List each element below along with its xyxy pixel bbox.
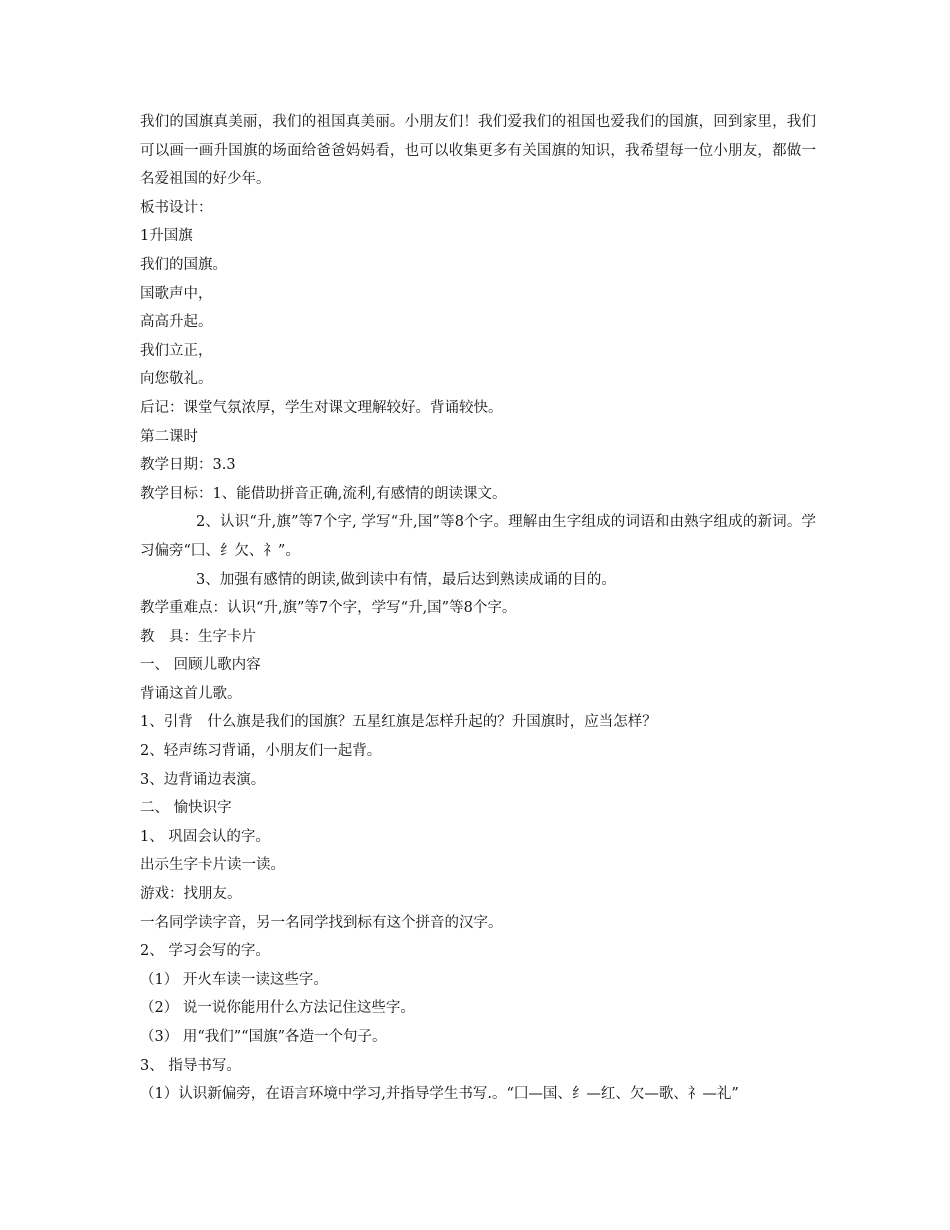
section-2-line: （3） 用“我们”“国旗”各造一个句子。	[140, 1029, 387, 1045]
section-2-line: 游戏：找朋友。	[140, 886, 242, 903]
section-1-heading: 一、 回顾儿歌内容	[140, 657, 261, 674]
board-line: 我们的国旗。	[140, 256, 227, 273]
board-line: 国歌声中，	[140, 285, 213, 302]
section-2-heading: 二、 愉快识字	[140, 800, 232, 817]
section-1-line: 2、轻声练习背诵，小朋友们一起背。	[140, 743, 382, 760]
section-2-line: 3、 指导书写。	[140, 1057, 241, 1074]
section-1-line: 背诵这首儿歌。	[140, 685, 242, 702]
intro-paragraph: 我们的国旗真美丽，我们的祖国真美丽。小朋友们！我们爱我们的祖国也爱我们的国旗，回到家里，我们可以画一画升国旗的场面给爸爸妈妈看，也可以收集更多有关国旗的知识，我希望每一位小朋友，都做一名爱祖国的好少年。	[140, 114, 816, 188]
board-design-heading: 板书设计：	[140, 199, 213, 216]
lesson-two-heading: 第二课时	[140, 428, 198, 445]
teaching-aids: 教 具：生字卡片	[140, 628, 256, 645]
key-points: 教学重难点：认识“升,旗”等7个字，学写“升,国”等8个字。	[140, 600, 517, 617]
section-2-line: 1、 巩固会认的字。	[140, 828, 270, 845]
section-2-line: 2、 学习会写的字。	[140, 943, 270, 960]
teaching-goal-2: 2、认识“升,旗”等7个字, 学写“升,国”等8个字。理解由生字组成的词语和由熟字组成的新词。学习偏旁“囗、纟欠、礻”。	[140, 514, 816, 559]
board-line: 我们立正，	[140, 342, 213, 359]
postscript: 后记：课堂气氛浓厚，学生对课文理解较好。背诵较快。	[140, 399, 503, 416]
section-2-line: （1）认识新偏旁，在语言环境中学习,并指导学生书写.。“囗—国、纟—红、欠—歌、礻—礼”	[140, 1086, 739, 1103]
section-2-line: （1） 开火车读一读这些字。	[140, 971, 328, 988]
teaching-date: 教学日期：3.3	[140, 457, 236, 474]
board-line: 向您敬礼。	[140, 371, 213, 388]
section-2-line: 一名同学读字音，另一名同学找到标有这个拼音的汉字。	[140, 914, 503, 931]
section-1-line: 3、边背诵边表演。	[140, 771, 266, 788]
section-1-line: 1、引背 什么旗是我们的国旗？五星红旗是怎样升起的？升国旗时，应当怎样？	[140, 714, 657, 731]
section-2-line: （2） 说一说你能用什么方法记住这些字。	[140, 1000, 415, 1017]
teaching-goal-3: 3、加强有感情的朗读,做到读中有情，最后达到熟读成诵的目的。	[196, 571, 616, 588]
board-line: 高高升起。	[140, 314, 213, 331]
teaching-goal-1: 教学目标：1、能借助拼音正确,流利,有感情的朗读课文。	[140, 485, 507, 502]
board-line: 1升国旗	[140, 228, 193, 245]
document-page	[140, 108, 816, 1109]
section-2-line: 出示生字卡片读一读。	[140, 857, 285, 874]
